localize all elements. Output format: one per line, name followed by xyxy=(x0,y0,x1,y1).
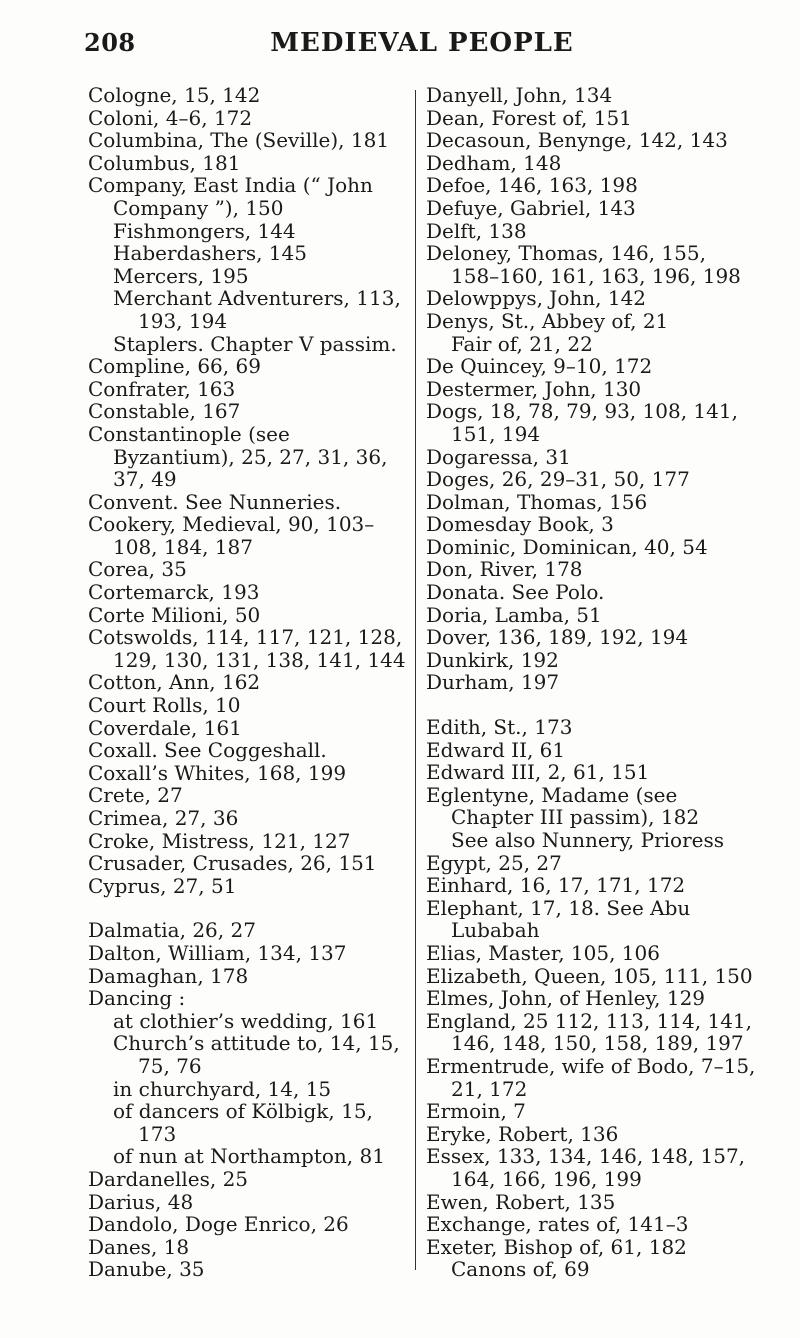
letter-gap xyxy=(426,694,756,716)
index-entry: Destermer, John, 130 xyxy=(426,376,642,401)
index-entry: Court Rolls, 10 xyxy=(88,693,241,718)
index-entry: Columbina, The (Seville), 181 xyxy=(88,128,390,153)
index-entry: Domesday Book, 3 xyxy=(426,512,614,537)
index-entry: Corea, 35 xyxy=(88,557,187,582)
index-entry: Company, East India (“ John Company ”), 150 xyxy=(88,173,373,220)
index-entry: Ewen, Robert, 135 xyxy=(426,1189,616,1214)
column-divider xyxy=(415,90,416,1270)
index-subentry: of dancers of Kölbigk, 15, 173 xyxy=(113,1099,373,1146)
index-entry: Doria, Lamba, 51 xyxy=(426,602,602,627)
index-entry: Dean, Forest of, 151 xyxy=(426,105,632,130)
index-entry: Defuye, Gabriel, 143 xyxy=(426,195,636,220)
index-entry: Cologne, 15, 142 xyxy=(88,83,261,107)
index-subentry: Staplers. Chapter V passim. xyxy=(113,331,397,356)
index-entry: Danube, 35 xyxy=(88,1257,205,1282)
index-entry: Elias, Master, 105, 106 xyxy=(426,940,660,965)
index-entry: Constantinople (see Byzantium), 25, 27, 31, 36, 37, 49 xyxy=(88,421,388,492)
index-entry: Darius, 48 xyxy=(88,1189,194,1214)
index-entry: Corte Milioni, 50 xyxy=(88,602,261,627)
index-entry: Dogaressa, 31 xyxy=(426,444,571,469)
index-entry: Crete, 27 xyxy=(88,783,183,808)
index-entry: Damaghan, 178 xyxy=(88,963,249,988)
index-subentry: in churchyard, 14, 15 xyxy=(113,1076,332,1101)
index-entry: Coloni, 4–6, 172 xyxy=(88,105,253,130)
index-column-right xyxy=(426,84,756,1281)
index-entry: Compline, 66, 69 xyxy=(88,354,261,379)
index-entry: Coverdale, 161 xyxy=(88,715,242,740)
index-entry: Danes, 18 xyxy=(88,1234,190,1259)
index-subentry: of nun at Northampton, 81 xyxy=(113,1144,385,1169)
letter-gap xyxy=(88,897,410,919)
index-entry: Constable, 167 xyxy=(88,399,241,424)
page-header xyxy=(84,28,740,68)
index-entry: Defoe, 146, 163, 198 xyxy=(426,173,638,198)
index-entry: Dolman, Thomas, 156 xyxy=(426,489,648,514)
index-entry: Dandolo, Doge Enrico, 26 xyxy=(88,1212,349,1237)
index-subentry: Canons of, 69 xyxy=(451,1257,590,1282)
index-entry: Edith, St., 173 xyxy=(426,715,573,740)
index-entry: Elmes, John, of Henley, 129 xyxy=(426,986,706,1011)
index-entry: Deloney, Thomas, 146, 155, 158–160, 161, 163, 196, 198 xyxy=(426,241,741,288)
index-entry: Columbus, 181 xyxy=(88,150,241,175)
index-entry: Exeter, Bishop of, 61, 182 xyxy=(426,1234,687,1259)
index-entry: Convent. See Nunneries. xyxy=(88,489,342,514)
index-entry: Exchange, rates of, 141–3 xyxy=(426,1212,689,1237)
index-entry: Croke, Mistress, 121, 127 xyxy=(88,828,351,853)
index-subentry: Fair of, 21, 22 xyxy=(451,331,593,356)
index-subentry: Merchant Adventurers, 113, 193, 194 xyxy=(113,286,401,333)
index-entry: Dedham, 148 xyxy=(426,150,562,175)
index-entry: Dover, 136, 189, 192, 194 xyxy=(426,625,689,650)
index-entry: Danyell, John, 134 xyxy=(426,83,613,107)
index-entry: Elephant, 17, 18. See Abu Lubabah xyxy=(426,895,691,943)
running-title: MEDIEVAL PEOPLE xyxy=(270,28,574,58)
index-entry: Dominic, Dominican, 40, 54 xyxy=(426,534,708,559)
index-entry: Eryke, Robert, 136 xyxy=(426,1121,619,1146)
index-entry: Decasoun, Benynge, 142, 143 xyxy=(426,128,728,153)
index-entry: Coxall. See Coggeshall. xyxy=(88,738,327,763)
index-entry: Essex, 133, 134, 146, 148, 157, 164, 166, 196, 199 xyxy=(426,1144,746,1191)
index-entry: Dalton, William, 134, 137 xyxy=(88,940,347,965)
index-entry: Coxall’s Whites, 168, 199 xyxy=(88,760,347,785)
index-entry: Don, River, 178 xyxy=(426,557,583,582)
index-subentry: at clothier’s wedding, 161 xyxy=(113,1008,379,1033)
index-entry: Denys, St., Abbey of, 21 xyxy=(426,308,669,333)
index-subentry: Church’s attitude to, 14, 15, 75, 76 xyxy=(113,1031,400,1078)
index-entry: Dogs, 18, 78, 79, 93, 108, 141, 151, 194 xyxy=(426,399,738,446)
index-subentry: Mercers, 195 xyxy=(113,263,249,288)
index-subentry: Haberdashers, 145 xyxy=(113,241,307,266)
page-number: 208 xyxy=(84,28,136,57)
index-entry: Crimea, 27, 36 xyxy=(88,806,239,830)
index-entry: De Quincey, 9–10, 172 xyxy=(426,354,653,379)
index-entry: Dunkirk, 192 xyxy=(426,647,559,672)
index-entry: Donata. See Polo. xyxy=(426,580,605,605)
index-entry: Ermentrude, wife of Bodo, 7–15, 21, 172 xyxy=(426,1053,756,1101)
index-entry: Crusader, Crusades, 26, 151 xyxy=(88,851,377,876)
index-entry: Einhard, 16, 17, 171, 172 xyxy=(426,873,686,898)
index-entry: Cyprus, 27, 51 xyxy=(88,873,237,898)
index-entry: Cotswolds, 114, 117, 121, 128, 129, 130, 131, 138, 141, 144 xyxy=(88,625,406,672)
index-entry: Cotton, Ann, 162 xyxy=(88,670,261,695)
index-entry: Cortemarck, 193 xyxy=(88,580,260,605)
index-entry: Delft, 138 xyxy=(426,218,527,243)
index-entry: Edward II, 61 xyxy=(426,737,566,762)
index-entry: Dalmatia, 26, 27 xyxy=(88,918,256,943)
index-entry: Edward III, 2, 61, 151 xyxy=(426,760,650,785)
index-entry: Eglentyne, Madame (see Chapter III passim), 182 xyxy=(426,782,700,830)
index-column-left xyxy=(88,84,410,1281)
index-entry: Delowppys, John, 142 xyxy=(426,286,647,311)
index-entry: England, 25 112, 113, 114, 141, 146, 148, 150, 158, 189, 197 xyxy=(426,1008,753,1056)
index-entry: Confrater, 163 xyxy=(88,376,236,401)
index-entry: Cookery, Medieval, 90, 103–108, 184, 187 xyxy=(88,512,375,559)
index-subentry: Fishmongers, 144 xyxy=(113,218,296,243)
index-entry: Ermoin, 7 xyxy=(426,1099,526,1124)
index-entry: Elizabeth, Queen, 105, 111, 150 xyxy=(426,963,753,988)
index-subentry: See also Nunnery, Prioress xyxy=(451,828,724,852)
index-entry: Doges, 26, 29–31, 50, 177 xyxy=(426,467,690,492)
index-entry: Dancing : xyxy=(88,986,186,1011)
index-entry: Dardanelles, 25 xyxy=(88,1166,249,1191)
index-entry: Egypt, 25, 27 xyxy=(426,850,562,875)
index-entry: Durham, 197 xyxy=(426,670,560,695)
